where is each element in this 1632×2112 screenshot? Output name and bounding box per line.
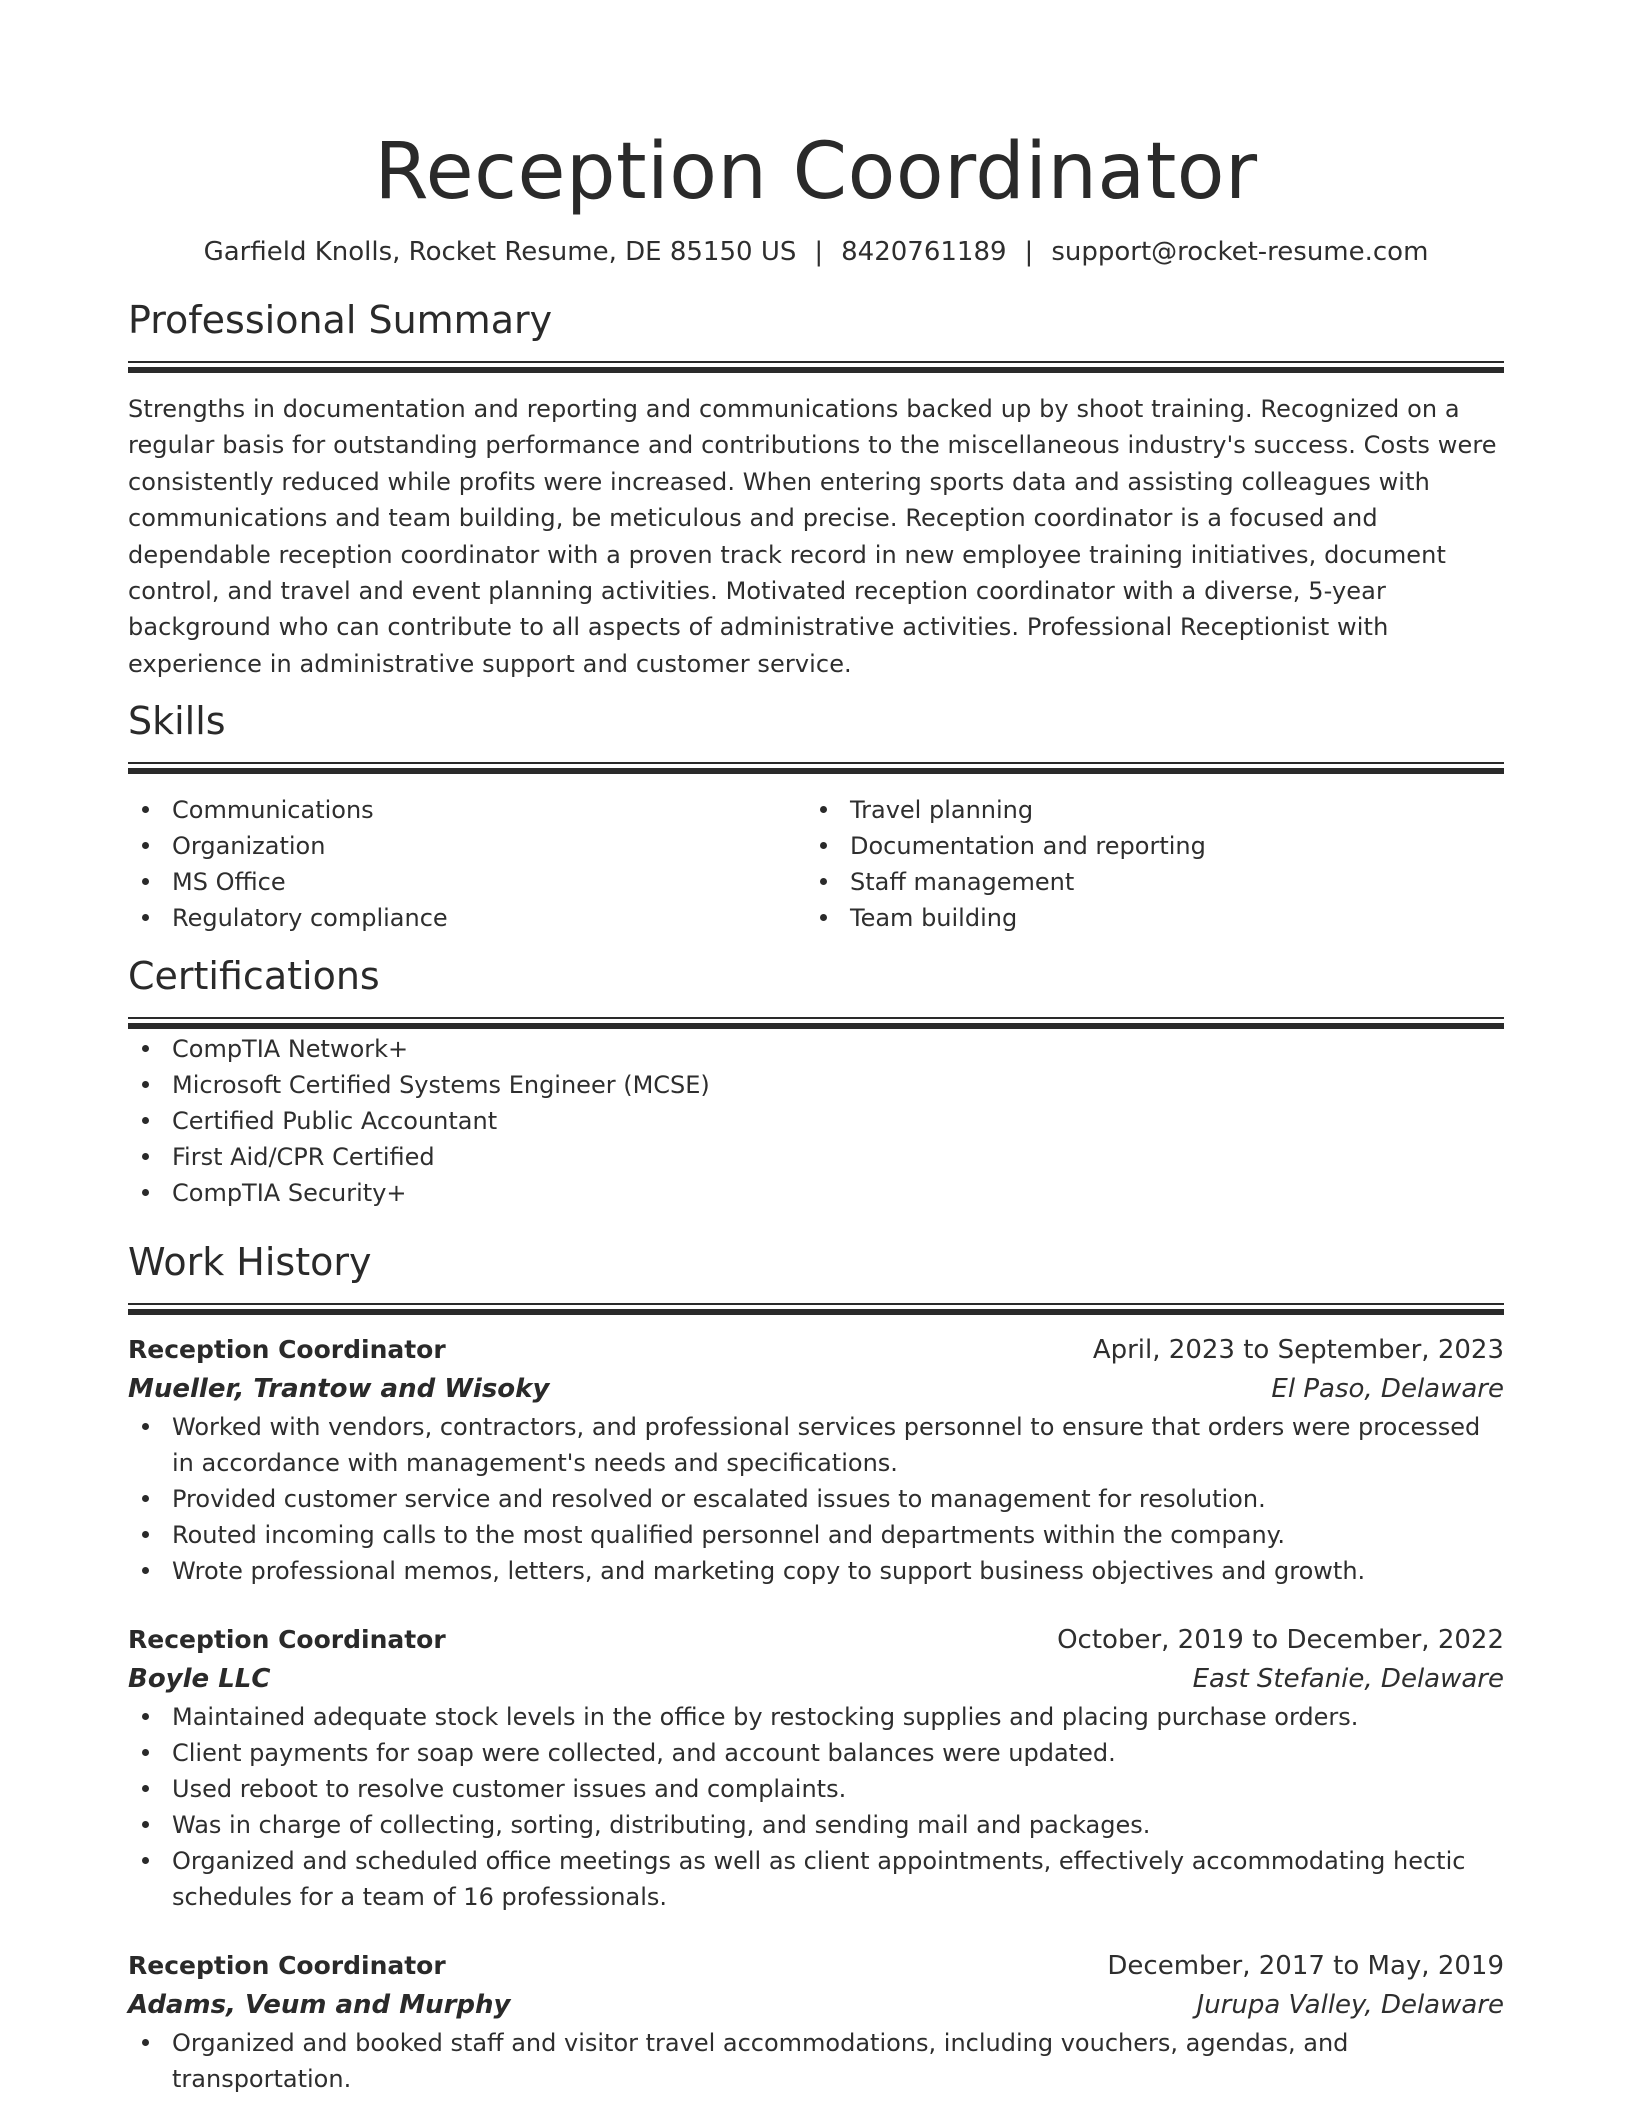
job-duty: Maintained adequate stock levels in the office by restocking supplies and placing purchase orders. (128, 1699, 1504, 1735)
job-duty: Wrote professional memos, letters, and marketing copy to support business objectives and growth. (128, 1553, 1504, 1589)
skills-column-left (128, 792, 806, 936)
job-duty: Provided customer service and resolved or escalated issues to management for resolution. (128, 1481, 1504, 1517)
section-divider (128, 361, 1504, 375)
summary-section (128, 297, 1504, 682)
skill-item: Regulatory compliance (128, 900, 806, 936)
contact-separator: | (814, 237, 824, 267)
skill-item: Staff management (806, 864, 1484, 900)
job-subheader (128, 1369, 1504, 1409)
job-title: Reception Coordinator (128, 1951, 446, 1981)
section-divider (128, 1303, 1504, 1317)
job-company: Mueller, Trantow and Wisoky (128, 1374, 550, 1405)
contact-address: Garfield Knolls, Rocket Resume, DE 85150 US (203, 237, 797, 267)
job-location: El Paso, Delaware (1271, 1374, 1504, 1405)
skill-item: Documentation and reporting (806, 828, 1484, 864)
skill-item: Travel planning (806, 792, 1484, 828)
certifications-list (128, 1031, 1504, 1211)
job-duty: Organized and scheduled office meetings as well as client appointments, effectively accommodating hectic schedules for a team of 16 professionals. (128, 1843, 1504, 1915)
job-duty: Organized and booked staff and visitor travel accommodations, including vouchers, agendas, and transportation. (128, 2025, 1504, 2097)
job-duty: Client payments for soap were collected, and account balances were updated. (128, 1735, 1504, 1771)
job-company: Adams, Veum and Murphy (128, 1990, 511, 2021)
job-entry (128, 1621, 1504, 1915)
skills-columns (128, 792, 1504, 936)
skill-item: Team building (806, 900, 1484, 936)
skills-column-right (806, 792, 1484, 936)
certification-item: First Aid/CPR Certified (128, 1139, 1504, 1175)
skills-list-left (128, 792, 806, 936)
contact-line (128, 236, 1504, 268)
job-header (128, 1947, 1504, 1985)
job-dates: April, 2023 to September, 2023 (1092, 1335, 1504, 1366)
skill-item: MS Office (128, 864, 806, 900)
resume-page (128, 0, 1504, 2097)
job-location: Jurupa Valley, Delaware (1196, 1990, 1504, 2021)
job-duty: Worked with vendors, contractors, and professional services personnel to ensure that orders were processed in accordance with management's needs and specifications. (128, 1409, 1504, 1481)
job-duty: Routed incoming calls to the most qualified personnel and departments within the company. (128, 1517, 1504, 1553)
certification-item: Microsoft Certified Systems Engineer (MCSE) (128, 1067, 1504, 1103)
job-entry (128, 1947, 1504, 2097)
job-duties-list (128, 1409, 1504, 1589)
job-dates: October, 2019 to December, 2022 (1057, 1625, 1504, 1656)
contact-email: support@rocket-resume.com (1051, 237, 1429, 267)
contact-separator: | (1024, 237, 1034, 267)
section-heading-skills: Skills (128, 699, 226, 744)
section-divider (128, 762, 1504, 776)
skill-item: Organization (128, 828, 806, 864)
job-location: East Stefanie, Delaware (1192, 1664, 1504, 1695)
section-heading-summary: Professional Summary (128, 298, 553, 342)
skills-section (128, 698, 1504, 936)
certification-item: Certified Public Accountant (128, 1103, 1504, 1139)
skills-list-right (806, 792, 1484, 936)
job-duty: Used reboot to resolve customer issues and complaints. (128, 1771, 1504, 1807)
work-history-section (128, 1239, 1504, 2097)
job-subheader (128, 1659, 1504, 1699)
job-title: Reception Coordinator (128, 1625, 446, 1655)
job-header (128, 1331, 1504, 1369)
section-heading-work-history: Work History (128, 1240, 372, 1285)
job-dates: December, 2017 to May, 2019 (1107, 1951, 1504, 1982)
job-entry (128, 1331, 1504, 1589)
certification-item: CompTIA Network+ (128, 1031, 1504, 1067)
summary-text: Strengths in documentation and reporting and communications backed up by shoot training. Recognized on a regular basis for outstanding performance and contributions to the miscellaneous industry's success. Costs were consistently reduced while profits were increased. When entering sports data and assisting colleagues with communications and team building, be meticulous and precise. Reception coordinator is a focused and dependable reception coordinator with a proven track record in new employee training initiatives, document control, and travel and event planning activities. Motivated reception coordinator with a diverse, 5-year background who can contribute to all aspects of administrative activities. Professional Receptionist with experience in administrative support and customer service. (128, 395, 1497, 678)
job-header (128, 1621, 1504, 1659)
section-divider (128, 1017, 1504, 1031)
certifications-section (128, 953, 1504, 1211)
certification-item: CompTIA Security+ (128, 1175, 1504, 1211)
job-subheader (128, 1985, 1504, 2025)
job-duty: Was in charge of collecting, sorting, distributing, and sending mail and packages. (128, 1807, 1504, 1843)
skill-item: Communications (128, 792, 806, 828)
resume-title: Reception Coordinator (374, 127, 1258, 217)
section-heading-certifications: Certifications (128, 954, 380, 999)
contact-phone: 8420761189 (841, 237, 1007, 267)
job-title: Reception Coordinator (128, 1335, 446, 1365)
job-company: Boyle LLC (128, 1664, 271, 1695)
job-duties-list (128, 1699, 1504, 1915)
job-duties-list (128, 2025, 1504, 2097)
